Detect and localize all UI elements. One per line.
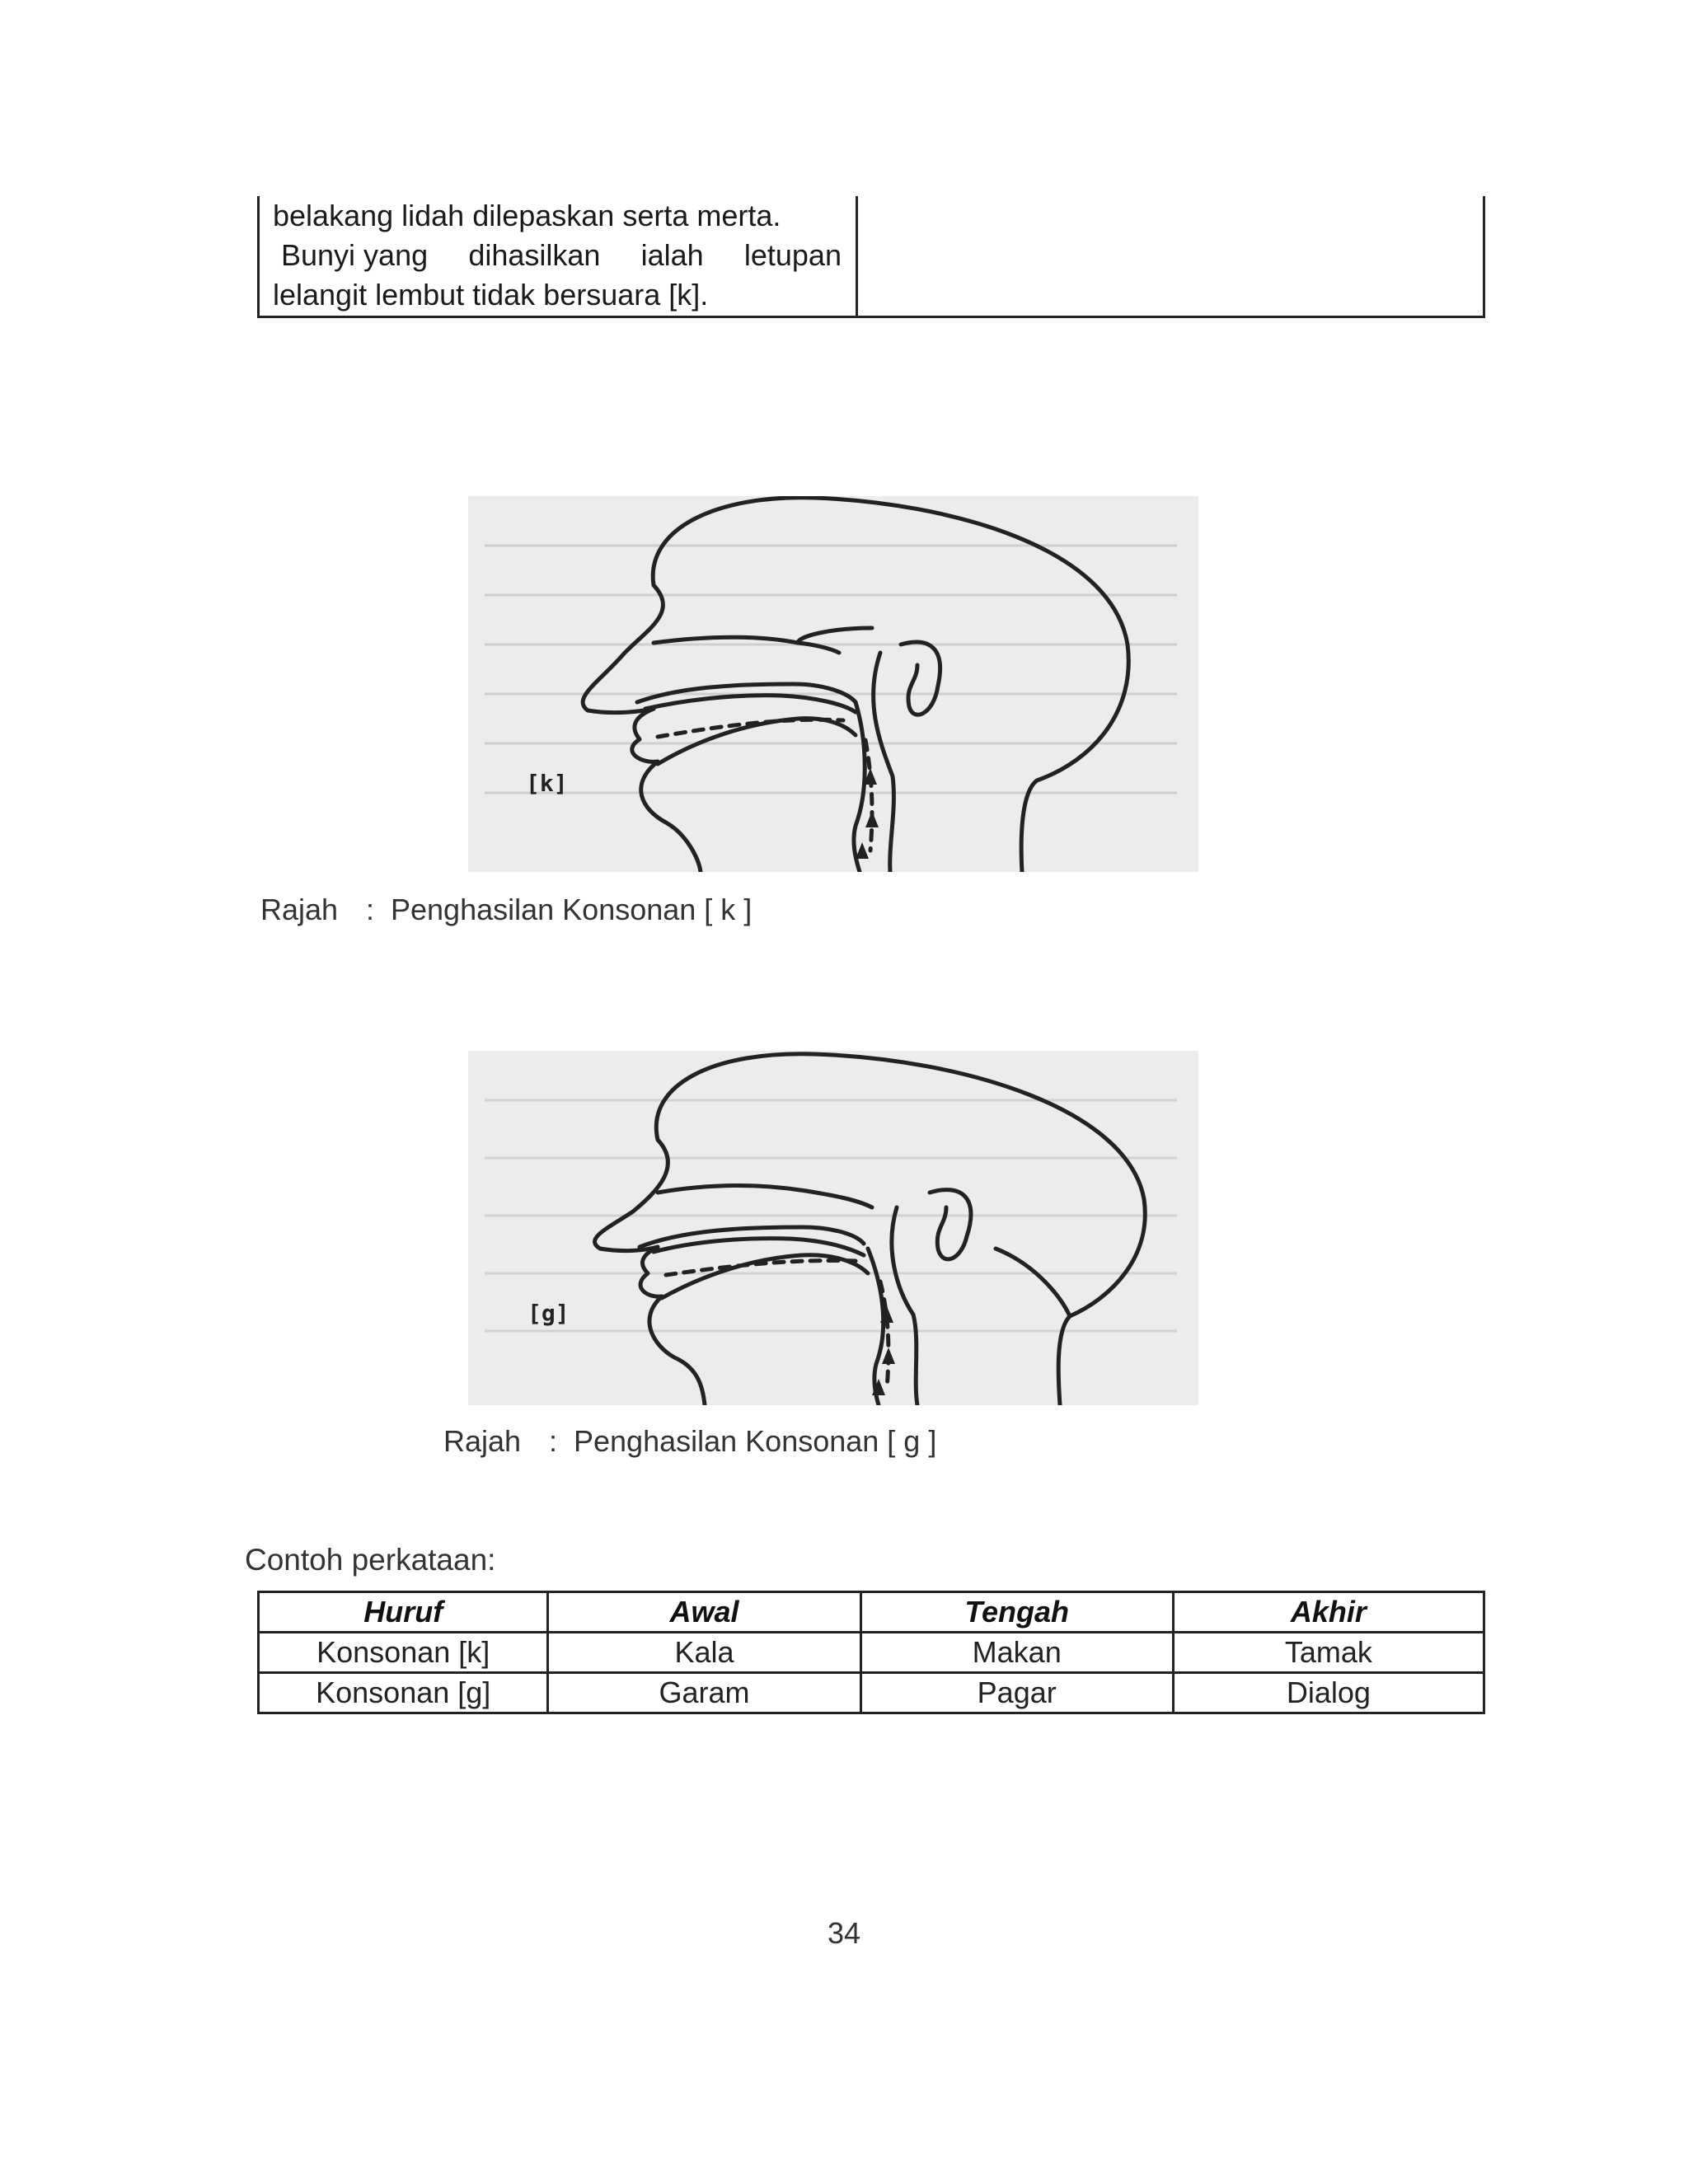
header-cell: Tengah [860,1592,1173,1633]
consonant-marker: [k] [526,770,568,797]
example-words-table [257,1591,1485,1714]
diagram-consonant-k [468,496,1198,872]
table-cell: Tamak [1173,1633,1484,1673]
table-cell: Konsonan [k] [259,1633,548,1673]
figure-caption [443,1424,936,1459]
header-cell: Awal [548,1592,860,1633]
header-cell: Huruf [259,1592,548,1633]
header-cell: Akhir [1173,1592,1484,1633]
word: letupan [743,238,842,272]
word: Bunyi yang [281,238,429,272]
figure-caption [260,893,752,927]
table-cell: Kala [548,1633,860,1673]
continuation-cell-text [273,196,842,315]
diagram-consonant-g [468,1051,1198,1405]
table-cell: Dialog [1173,1673,1484,1713]
word: dihasilkan [468,238,601,272]
caption-separator: : [549,1424,558,1458]
text-line: lelangit lembut tidak bersuara [k]. [273,278,709,312]
caption-label: Rajah [260,893,339,926]
text-line-justified [273,236,842,275]
table-cell: Garam [548,1673,860,1713]
table-header-row [259,1592,1484,1633]
head-profile-illustration [468,1051,1198,1405]
page-number: 34 [827,1916,861,1950]
table-cell: Pagar [860,1673,1173,1713]
caption-label: Rajah [443,1424,522,1458]
table-cell: Makan [860,1633,1173,1673]
table-cell: Konsonan [g] [259,1673,548,1713]
table-row [259,1673,1484,1713]
consonant-marker: [g] [528,1300,570,1327]
caption-text: Penghasilan Konsonan [ k ] [391,893,753,926]
table-row [259,1633,1484,1673]
examples-heading: Contoh perkataan: [245,1543,496,1577]
caption-text: Penghasilan Konsonan [ g ] [574,1424,937,1458]
caption-separator: : [366,893,375,926]
text-line: belakang lidah dilepaskan serta merta. [273,199,781,232]
word: ialah [640,238,704,272]
head-profile-illustration [468,496,1198,872]
